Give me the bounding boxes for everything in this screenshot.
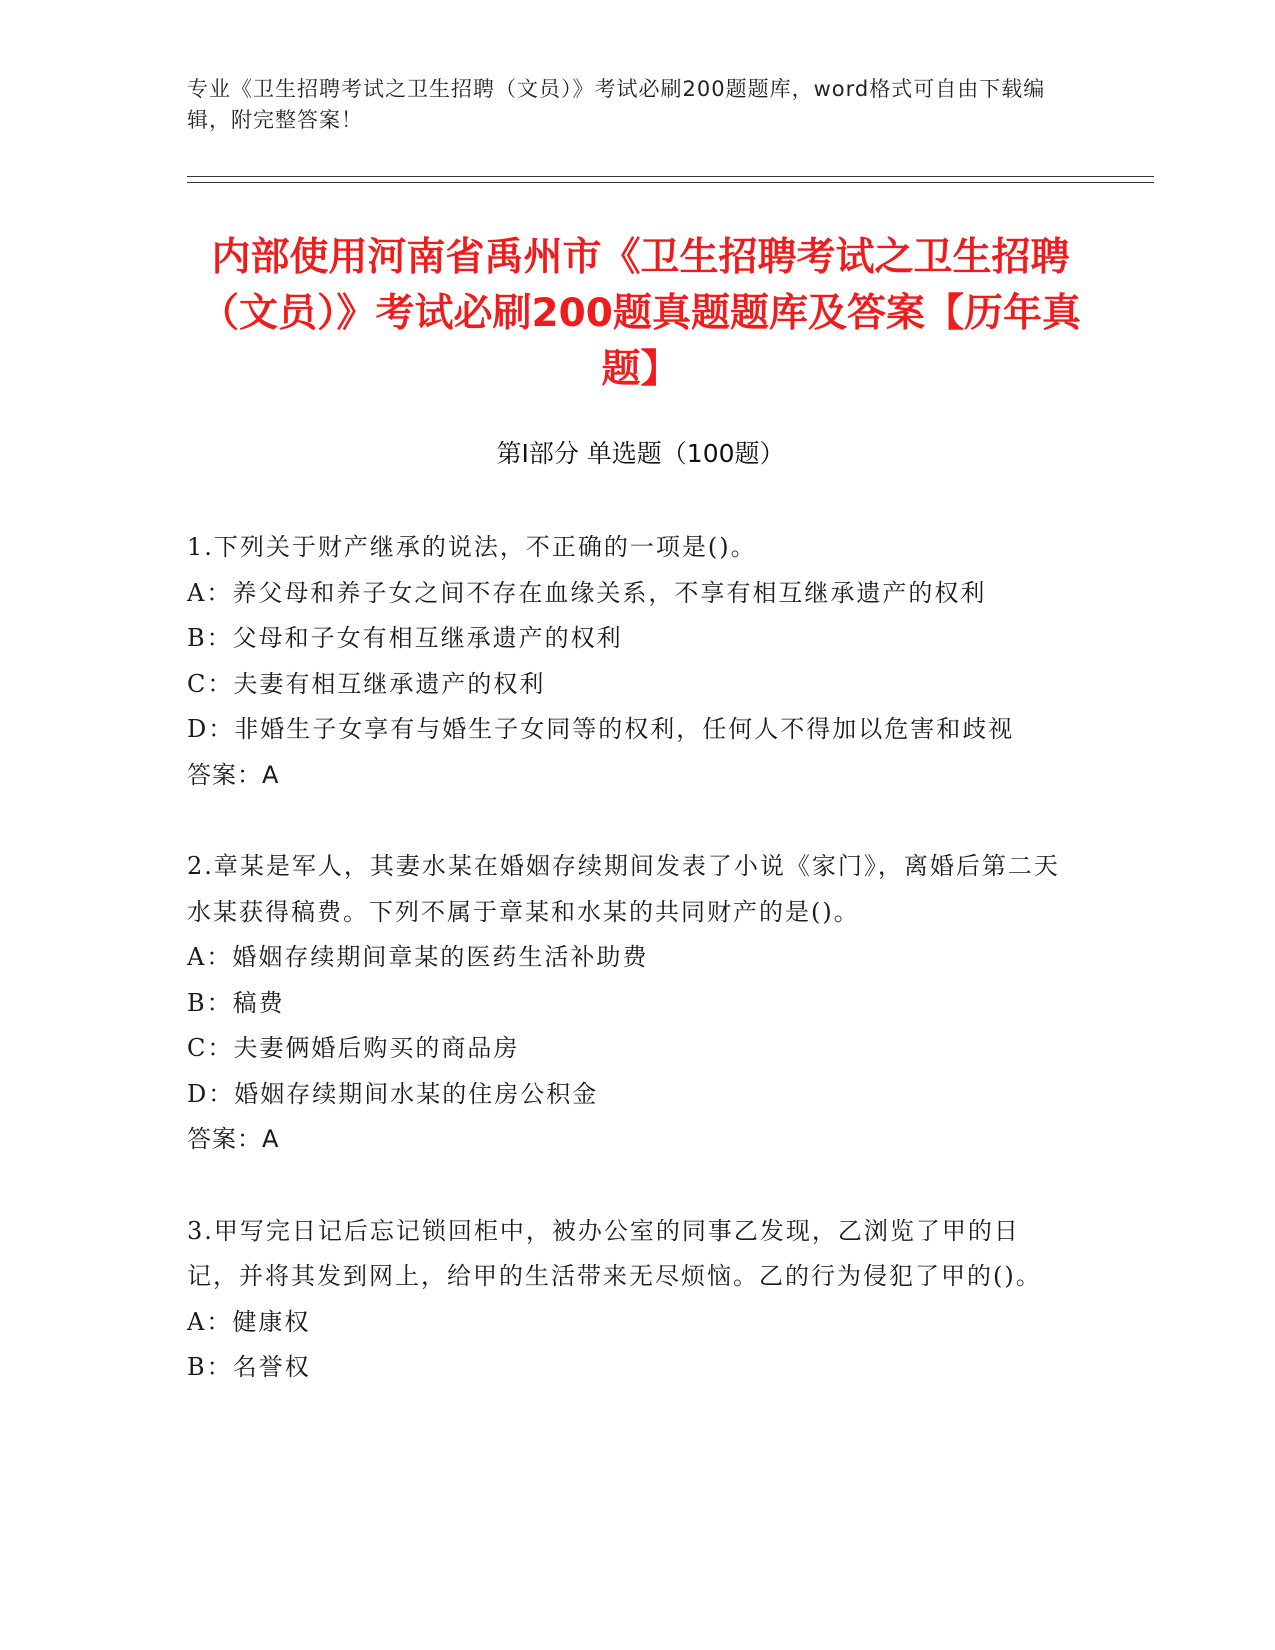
document-title: 内部使用河南省禹州市《卫生招聘考试之卫生招聘（文员）》考试必刷200题真题题库及答案【历年真题】 xyxy=(200,235,1081,392)
question-option: C：夫妻有相互继承遗产的权利 xyxy=(187,669,546,698)
question-option: C：夫妻俩婚后购买的商品房 xyxy=(187,1034,520,1062)
header-divider-bottom xyxy=(187,182,1154,183)
question-item xyxy=(187,1209,1067,1391)
question-option: A：婚姻存续期间章某的医药生活补助费 xyxy=(187,943,649,971)
question-option: A：养父母和养子女之间不存在血缘关系，不享有相互继承遗产的权利 xyxy=(187,578,987,607)
question-list xyxy=(187,525,1067,1437)
question-stem: 3.甲写完日记后忘记锁回柜中，被办公室的同事乙发现，乙浏览了甲的日记，并将其发到网上，给甲的生活带来无尽烦恼。乙的行为侵犯了甲的()。 xyxy=(187,1216,1042,1290)
question-item xyxy=(187,844,1067,1163)
question-option: B：父母和子女有相互继承遗产的权利 xyxy=(187,624,623,652)
section-heading: 第Ⅰ部分 单选题（100题） xyxy=(496,439,785,468)
header-divider-top xyxy=(187,176,1154,177)
question-stem: 1.下列关于财产继承的说法，不正确的一项是()。 xyxy=(187,533,757,561)
question-option: A：健康权 xyxy=(187,1307,311,1336)
question-answer: 答案：A xyxy=(187,760,280,789)
question-option: D：非婚生子女享有与婚生子女同等的权利，任何人不得加以危害和歧视 xyxy=(187,715,1015,743)
question-answer: 答案：A xyxy=(187,1125,280,1153)
question-option: D：婚姻存续期间水某的住房公积金 xyxy=(187,1079,599,1108)
question-stem: 2.章某是军人，其妻水某在婚姻存续期间发表了小说《家门》，离婚后第二天水某获得稿费。下列不属于章某和水某的共同财产的是()。 xyxy=(187,852,1060,926)
question-option: B：名誉权 xyxy=(187,1353,311,1381)
header-note: 专业《卫生招聘考试之卫生招聘（文员）》考试必刷200题题库，word格式可自由下载编辑，附完整答案！ xyxy=(187,77,1046,132)
question-option: B：稿费 xyxy=(187,988,285,1017)
question-item xyxy=(187,525,1067,798)
